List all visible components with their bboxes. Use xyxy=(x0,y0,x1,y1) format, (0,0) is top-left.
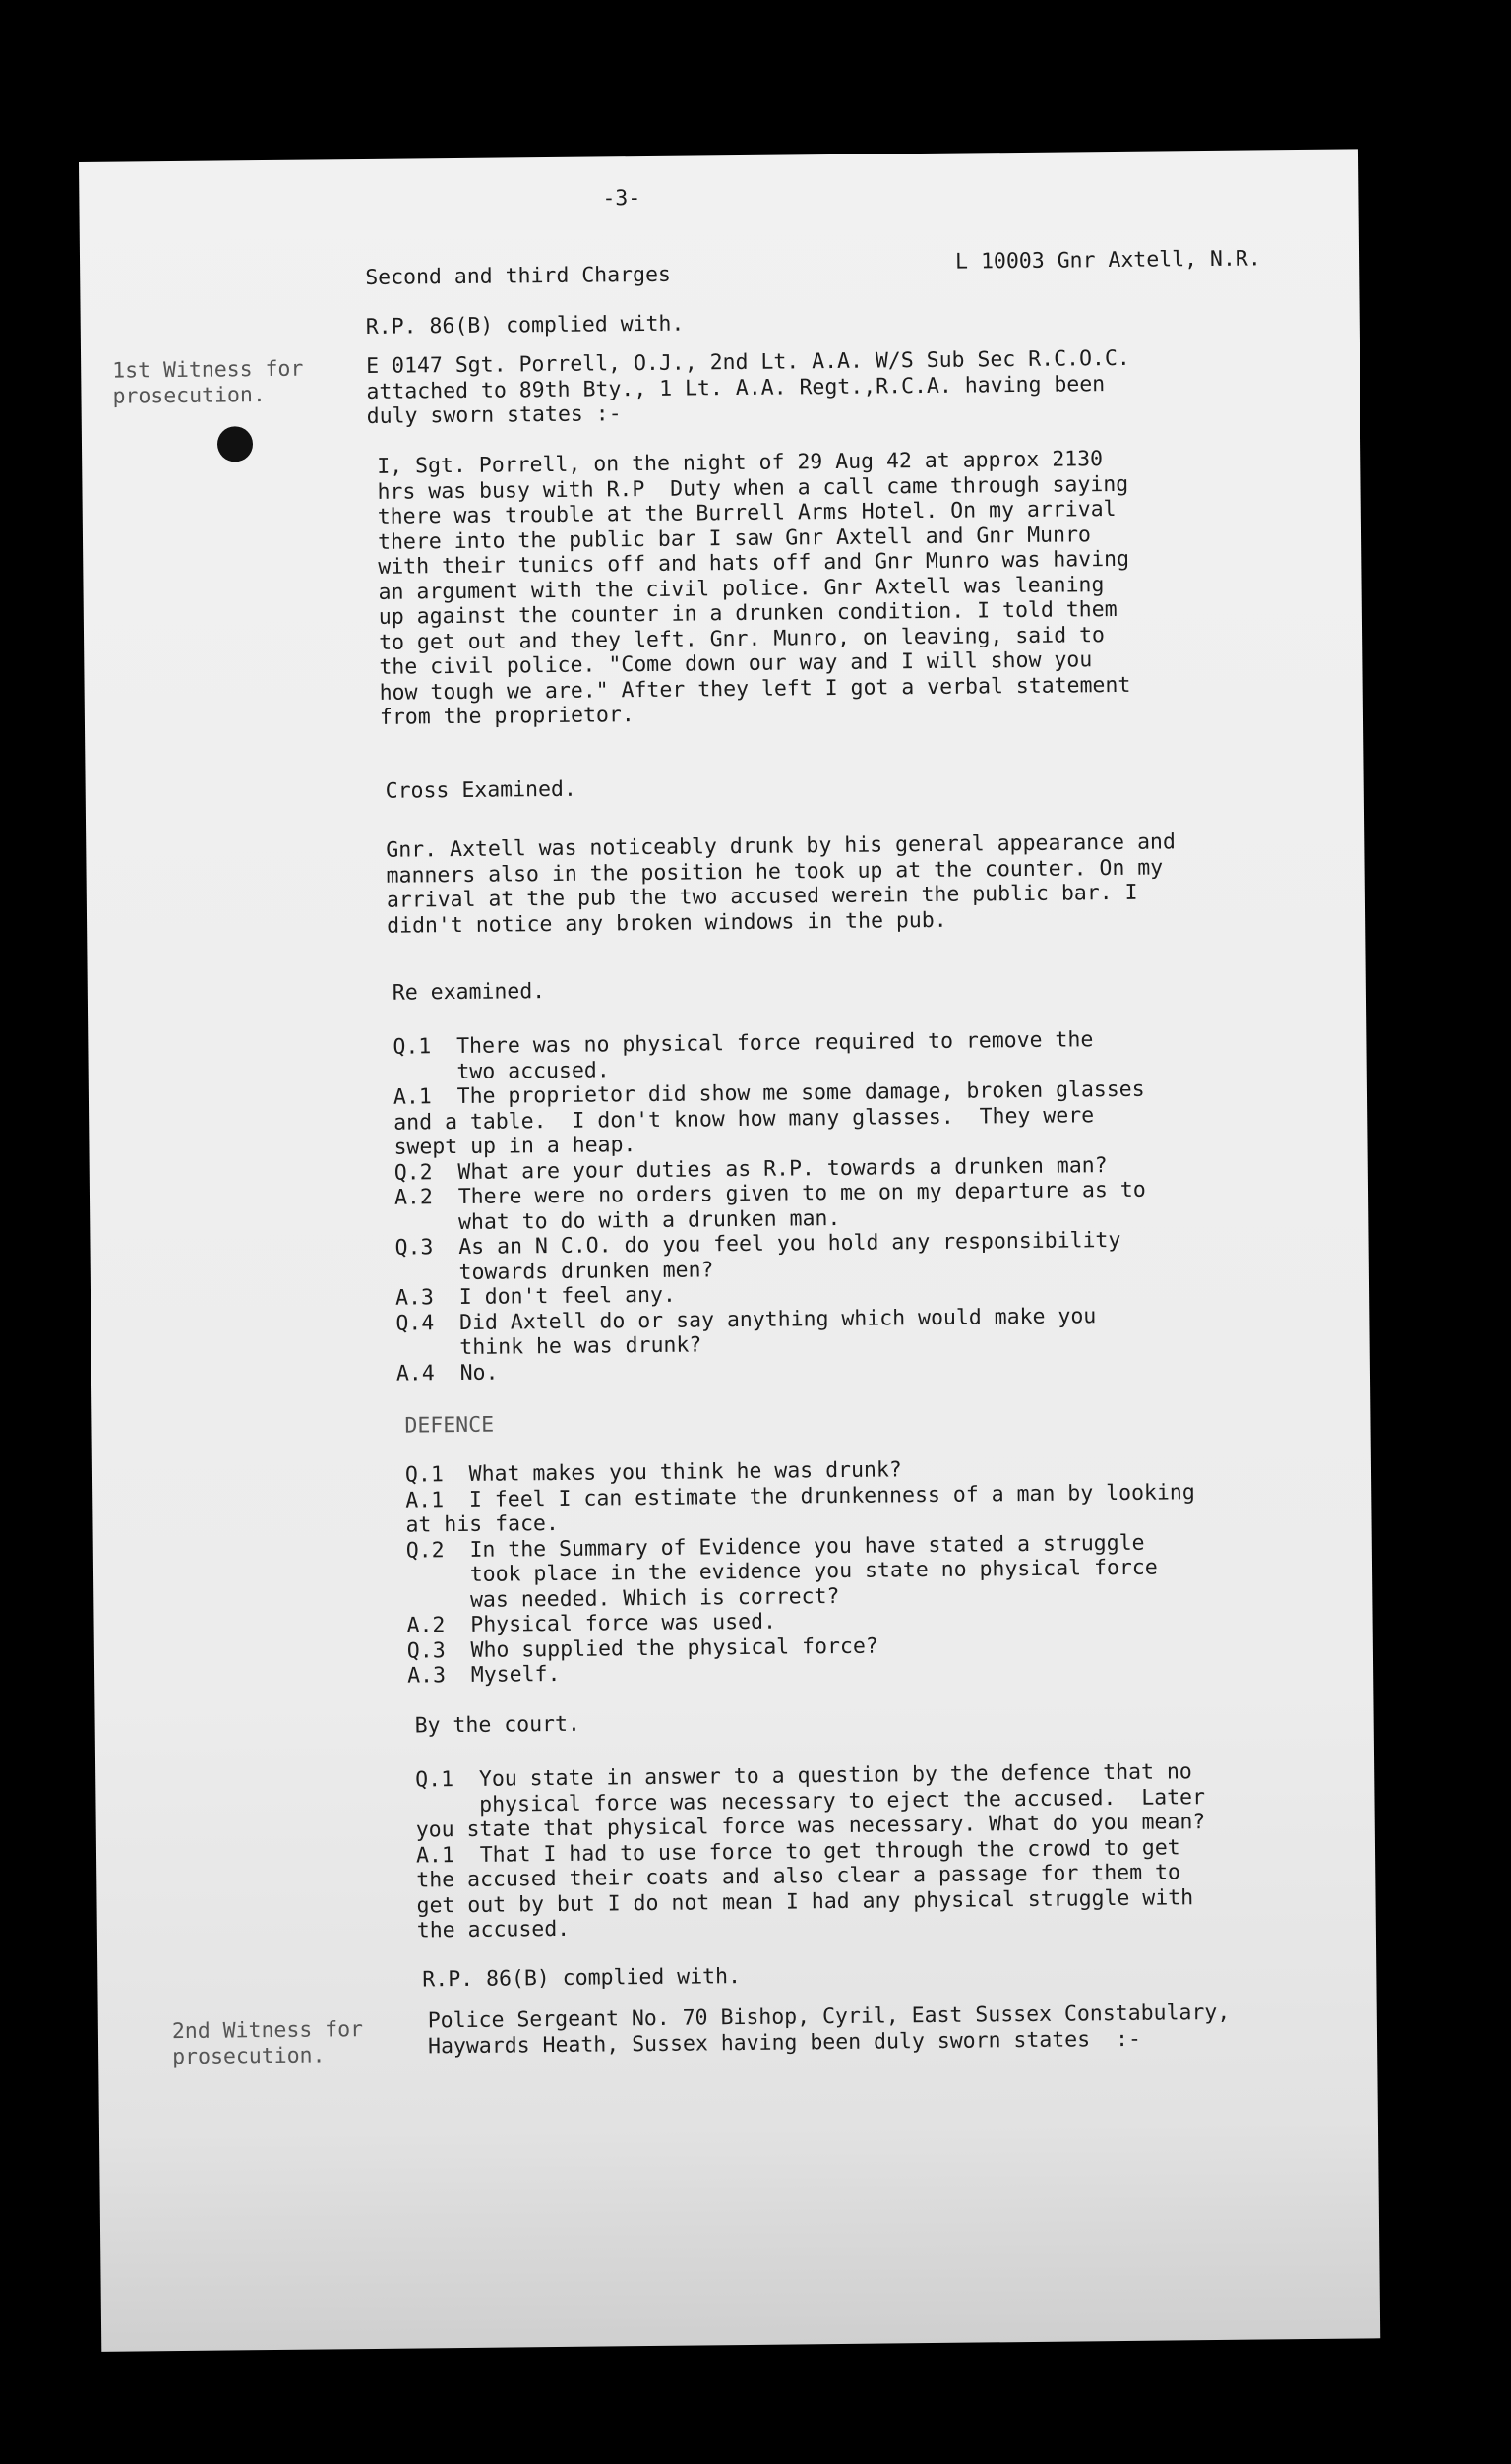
margin-label-line: 2nd Witness for xyxy=(171,2017,364,2045)
defence-line: Q.2 In the Summary of Evidence you have stated a struggle xyxy=(405,1530,1145,1564)
rp-complied-2: R.P. 86(B) complied with. xyxy=(422,1964,742,1993)
intro-line: attached to 89th Bty., 1 Lt. A.A. Regt.,R.C.A. having been xyxy=(366,371,1106,404)
re-line: swept up in a heap. xyxy=(393,1133,636,1160)
re-line: and a table. I don't know how many glasses. They were xyxy=(393,1102,1095,1136)
witness1-margin-label xyxy=(112,357,304,409)
defence-line: A.3 Myself. xyxy=(406,1661,561,1689)
defence-line: A.1 I feel I can estimate the drunkenness of a man by looking xyxy=(405,1479,1195,1513)
re-line: Q.1 There was no physical force required to remove the xyxy=(393,1027,1094,1060)
witness1-intro xyxy=(366,346,1130,430)
cross-line: didn't notice any broken windows in the pub. xyxy=(387,907,947,939)
margin-label-line: prosecution. xyxy=(112,382,266,409)
defence-line: took place in the evidence you state no physical force xyxy=(405,1555,1158,1588)
cross-line: Gnr. Axtell was noticeably drunk by his general appearance and xyxy=(386,830,1176,863)
court-line: Q.1 You state in answer to a question by the defence that no xyxy=(415,1759,1192,1793)
intro-line: E 0147 Sgt. Porrell, O.J., 2nd Lt. A.A. W/S Sub Sec R.C.O.C. xyxy=(366,345,1130,379)
court-line: the accused. xyxy=(416,1916,571,1943)
intro-line: Haywards Heath, Sussex having been duly sworn states :- xyxy=(427,2026,1142,2059)
cross-line: manners also in the position he took up at the counter. On my xyxy=(386,854,1164,889)
intro-line: Police Sergeant No. 70 Bishop, Cyril, East Sussex Constabulary, xyxy=(427,2000,1231,2034)
defence-heading: DEFENCE xyxy=(404,1412,495,1439)
re-examined-text xyxy=(393,1027,1147,1386)
cross-examined-heading: Cross Examined. xyxy=(385,776,577,804)
statement-line: with their tunics off and hats off and Gnr Munro was having xyxy=(378,546,1130,580)
witness2-margin-label xyxy=(172,2017,364,2069)
punch-hole xyxy=(217,426,253,462)
re-line: Q.2 What are your duties as R.P. towards a drunken man? xyxy=(393,1152,1108,1186)
margin-label-line: 1st Witness for xyxy=(112,356,304,384)
by-the-court-heading: By the court. xyxy=(414,1711,581,1739)
re-line: Q.3 As an N C.O. do you feel you hold any responsibility xyxy=(394,1227,1121,1261)
statement-line: hrs was busy with R.P Duty when a call came through saying xyxy=(377,471,1129,505)
court-line: A.1 That I had to use force to get through the crowd to get xyxy=(415,1834,1180,1869)
intro-line: duly sworn states :- xyxy=(366,401,622,429)
rp-complied-1: R.P. 86(B) complied with. xyxy=(365,311,685,339)
statement-line: I, Sgt. Porrell, on the night of 29 Aug 42 at approx 2130 xyxy=(377,447,1104,479)
defence-line: A.2 Physical force was used. xyxy=(406,1609,777,1638)
document-page xyxy=(79,149,1380,2351)
charges-heading: Second and third Charges xyxy=(365,262,672,290)
statement-line: an argument with the civil police. Gnr Axtell was leaning xyxy=(378,572,1105,605)
re-examined-heading: Re examined. xyxy=(392,979,546,1006)
re-line: what to do with a drunken man. xyxy=(394,1205,841,1236)
statement-line: how tough we are." After they left I got a verbal statement xyxy=(379,672,1131,706)
re-line: A.3 I don't feel any. xyxy=(394,1282,677,1311)
by-the-court-text xyxy=(415,1759,1206,1943)
re-line: A.2 There were no orders given to me on my departure as to xyxy=(393,1177,1146,1210)
re-line: think he was drunk? xyxy=(395,1332,702,1361)
cross-examined-text xyxy=(386,830,1177,938)
cross-line: arrival at the pub the two accused werein the public bar. I xyxy=(386,880,1138,913)
court-line: the accused their coats and also clear a passage for them to xyxy=(416,1860,1181,1893)
witness2-intro xyxy=(428,2001,1231,2060)
re-line: Q.4 Did Axtell do or say anything which would make you xyxy=(395,1303,1097,1336)
statement-line: the civil police. "Come down our way and I will show you xyxy=(379,647,1093,680)
defence-text xyxy=(405,1454,1197,1689)
margin-label-line: prosecution. xyxy=(172,2042,326,2069)
accused-reference: L 10003 Gnr Axtell, N.R. xyxy=(954,246,1261,275)
defence-line: was needed. Which is correct? xyxy=(406,1583,840,1614)
court-line: you state that physical force was necessary. What do you mean? xyxy=(415,1810,1206,1843)
statement-line: to get out and they left. Gnr. Munro, on leaving, said to xyxy=(378,622,1106,655)
re-line: towards drunken men? xyxy=(394,1257,714,1286)
court-line: physical force was necessary to eject the accused. Later xyxy=(415,1784,1206,1818)
statement-line: there was trouble at the Burrell Arms Hotel. On my arrival xyxy=(377,496,1117,529)
court-line: get out by but I do not mean I had any physical struggle with xyxy=(416,1884,1194,1918)
re-line: two accused. xyxy=(393,1057,610,1085)
page-number: -3- xyxy=(602,186,641,212)
defence-line: Q.1 What makes you think he was drunk? xyxy=(404,1457,902,1488)
re-line: A.4 No. xyxy=(395,1360,499,1386)
witness1-statement xyxy=(377,447,1131,730)
defence-line: Q.3 Who supplied the physical force? xyxy=(406,1633,878,1664)
defence-line: at his face. xyxy=(405,1510,559,1538)
re-line: A.1 The proprietor did show me some damage, broken glasses xyxy=(393,1077,1145,1110)
statement-line: from the proprietor. xyxy=(379,703,635,730)
statement-line: up against the counter in a drunken condition. I told them xyxy=(378,596,1118,630)
statement-line: there into the public bar I saw Gnr Axtell and Gnr Munro xyxy=(377,522,1092,555)
